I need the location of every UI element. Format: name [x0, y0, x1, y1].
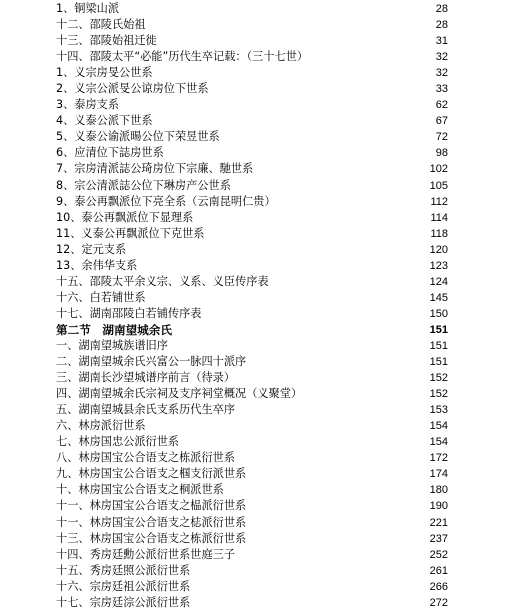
toc-entry-title: 十四、邵陵太平“必能”历代生卒记载：（三十七世）: [56, 50, 309, 64]
toc-entry-page-number: 151: [429, 339, 448, 352]
toc-entry-title: 一、湖南望城族谱旧序: [56, 338, 168, 352]
toc-entry: [56, 33, 448, 49]
toc-entry-title: 十七、湖南邵陵白若铺传序表: [56, 306, 202, 320]
toc-entry-page-number: 180: [429, 484, 448, 497]
toc-entry-page-number: 261: [429, 564, 448, 577]
toc-entry: [56, 161, 448, 177]
toc-entry-title: 十六、白若铺世系: [56, 290, 146, 304]
toc-entry: [56, 49, 448, 65]
toc-entry: [56, 338, 448, 354]
toc-entry: [56, 145, 448, 161]
toc-entry-title: 第二节 湖南望城余氏: [56, 322, 172, 337]
toc-entry-title: 3、泰房支系: [56, 98, 120, 112]
toc-entry-title: 十五、邵陵太平余义宗、义系、义臣传序表: [56, 274, 269, 288]
toc-entry-page-number: 102: [429, 163, 448, 176]
toc-entry-page-number: 172: [429, 452, 448, 465]
toc-entry-page-number: 72: [435, 131, 448, 144]
toc-entry-title: 十七、宗房廷淙公派衍世系: [56, 595, 191, 609]
toc-entry-page-number: 151: [429, 323, 448, 336]
toc-entry: [56, 402, 448, 418]
toc-entry-title: 1、义宗房旻公世系: [56, 66, 153, 80]
toc-entry-page-number: 266: [429, 580, 448, 593]
toc-entry: [56, 290, 448, 306]
toc-entry: [56, 386, 448, 402]
toc-entry: [56, 129, 448, 145]
toc-entry-title: 8、宗公清派誌公位下琳房产公世系: [56, 178, 231, 192]
toc-entry-page-number: 123: [429, 259, 448, 272]
toc-entry-page-number: 33: [435, 83, 448, 96]
toc-entry-page-number: 112: [430, 195, 448, 208]
toc-entry-title: 十四、秀房廷勳公派衍世系世庭三子: [56, 547, 236, 561]
toc-entry-title: 十三、邵陵始祖迁徙: [56, 34, 157, 48]
toc-entry: [56, 515, 448, 531]
toc-entry: [56, 65, 448, 81]
toc-entry: [56, 531, 448, 547]
toc-entry-title: 十三、林房国宝公合语支之栋派衍世系: [56, 531, 247, 545]
toc-entry: [56, 579, 448, 595]
toc-entry-page-number: 124: [429, 275, 448, 288]
toc-entry-page-number: 28: [435, 3, 448, 15]
toc-entry-page-number: 98: [435, 147, 448, 160]
toc-section-heading: [56, 322, 448, 338]
toc-entry: [56, 113, 448, 129]
toc-entry: [56, 498, 448, 514]
toc-entry-title: 四、湖南望城余氏宗祠及支序祠堂概况（义聚堂）: [56, 387, 303, 401]
toc-entry-title: 10、泰公再飘派位下显理系: [56, 210, 194, 224]
toc-entry-title: 十二、邵陵氏始祖: [56, 18, 146, 32]
toc-entry-page-number: 252: [429, 548, 448, 561]
toc-entry-title: 九、林房国宝公合语支之椢支衍派世系: [56, 467, 247, 481]
toc-entry: [56, 274, 448, 290]
toc-entry: [56, 563, 448, 579]
toc-entry-page-number: 154: [429, 420, 448, 433]
toc-entry: [56, 97, 448, 113]
toc-entry-title: 4、义泰公派下世系: [56, 114, 153, 128]
toc-entry-title: 六、林房派衍世系: [56, 419, 146, 433]
toc-entry-page-number: 32: [435, 67, 448, 80]
toc-entry-page-number: 105: [429, 179, 448, 192]
toc-entry-page-number: 152: [429, 372, 448, 385]
toc-entry-page-number: 174: [429, 468, 448, 481]
toc-entry-title: 11、义泰公再飘派位下克世系: [56, 226, 205, 240]
toc-entry-page-number: 272: [429, 596, 448, 609]
toc-entry-title: 十一、林房国宝公合语支之榀派衍世系: [56, 499, 247, 513]
toc-entry-title: 9、泰公再飘派位下亮全系（云南昆明仁贵）: [56, 194, 276, 208]
toc-entry: [56, 466, 448, 482]
toc-entry-title: 2、义宗公派旻公谅房位下世系: [56, 82, 209, 96]
toc-entry: [56, 595, 448, 611]
toc-entry: [56, 418, 448, 434]
toc-entry-page-number: 150: [429, 307, 448, 320]
toc-entry-title: 7、宗房清派誌公琦房位下宗廉、馳世系: [56, 162, 254, 176]
toc-entry-title: 十一、林房国宝公合语支之梽派衍世系: [56, 515, 247, 529]
toc-entry: [56, 81, 448, 97]
toc-entry-title: 5、义泰公谕派暘公位下荣昱世系: [56, 130, 220, 144]
toc-entry: [56, 450, 448, 466]
toc-entry: [56, 178, 448, 194]
toc-entry: [56, 242, 448, 258]
toc-entry-title: 二、湖南望城余氏兴富公一脉四十派序: [56, 355, 247, 369]
toc-entry-page-number: 153: [429, 404, 448, 417]
toc-entry-page-number: 118: [430, 227, 448, 240]
toc-entry-title: 1、铜梁山派: [56, 2, 120, 15]
toc-entry-page-number: 151: [429, 356, 448, 369]
toc-entry-page-number: 152: [429, 388, 448, 401]
toc-entry-title: 七、林房国忠公派衍世系: [56, 435, 180, 449]
toc-entry: [56, 258, 448, 274]
toc-entry-title: 十、林房国宝公合语支之桐派世系: [56, 483, 224, 497]
toc-entry-page-number: 190: [429, 500, 448, 513]
toc-entry-page-number: 145: [429, 291, 448, 304]
toc-entry-page-number: 221: [429, 516, 448, 529]
toc-entry-title: 13、余伟华支系: [56, 258, 138, 272]
toc-entry-title: 五、湖南望城县余氏支系历代生卒序: [56, 403, 236, 417]
toc-entry: [56, 482, 448, 498]
toc-entry-title: 6、应清位下誌房世系: [56, 146, 164, 160]
toc-entry-page-number: 154: [429, 436, 448, 449]
toc-entry: [56, 17, 448, 33]
toc-entry-page-number: 237: [429, 532, 448, 545]
toc-entry: [56, 194, 448, 210]
toc-entry-title: 八、林房国宝公合语支之栋派衍世系: [56, 451, 236, 465]
toc-entry-page-number: 28: [435, 19, 448, 32]
toc-entry-page-number: 120: [429, 243, 448, 256]
toc-entry-page-number: 67: [435, 115, 448, 128]
toc-entry-title: 12、定元支系: [56, 242, 127, 256]
table-of-contents: [56, 1, 448, 611]
toc-entry-page-number: 31: [435, 35, 448, 48]
toc-entry: [56, 226, 448, 242]
toc-entry: [56, 306, 448, 322]
toc-entry: [56, 210, 448, 226]
toc-entry-page-number: 62: [435, 99, 448, 112]
toc-entry: [56, 434, 448, 450]
toc-entry: [56, 547, 448, 563]
toc-entry-title: 三、湖南长沙望城谱序前言（待录）: [56, 371, 236, 385]
toc-entry: [56, 1, 448, 17]
toc-entry-page-number: 114: [430, 211, 448, 224]
toc-entry-title: 十六、宗房廷祖公派衍世系: [56, 579, 191, 593]
toc-entry-title: 十五、秀房廷照公派衍世系: [56, 563, 191, 577]
toc-entry: [56, 354, 448, 370]
toc-entry-page-number: 32: [435, 51, 448, 64]
toc-entry: [56, 370, 448, 386]
